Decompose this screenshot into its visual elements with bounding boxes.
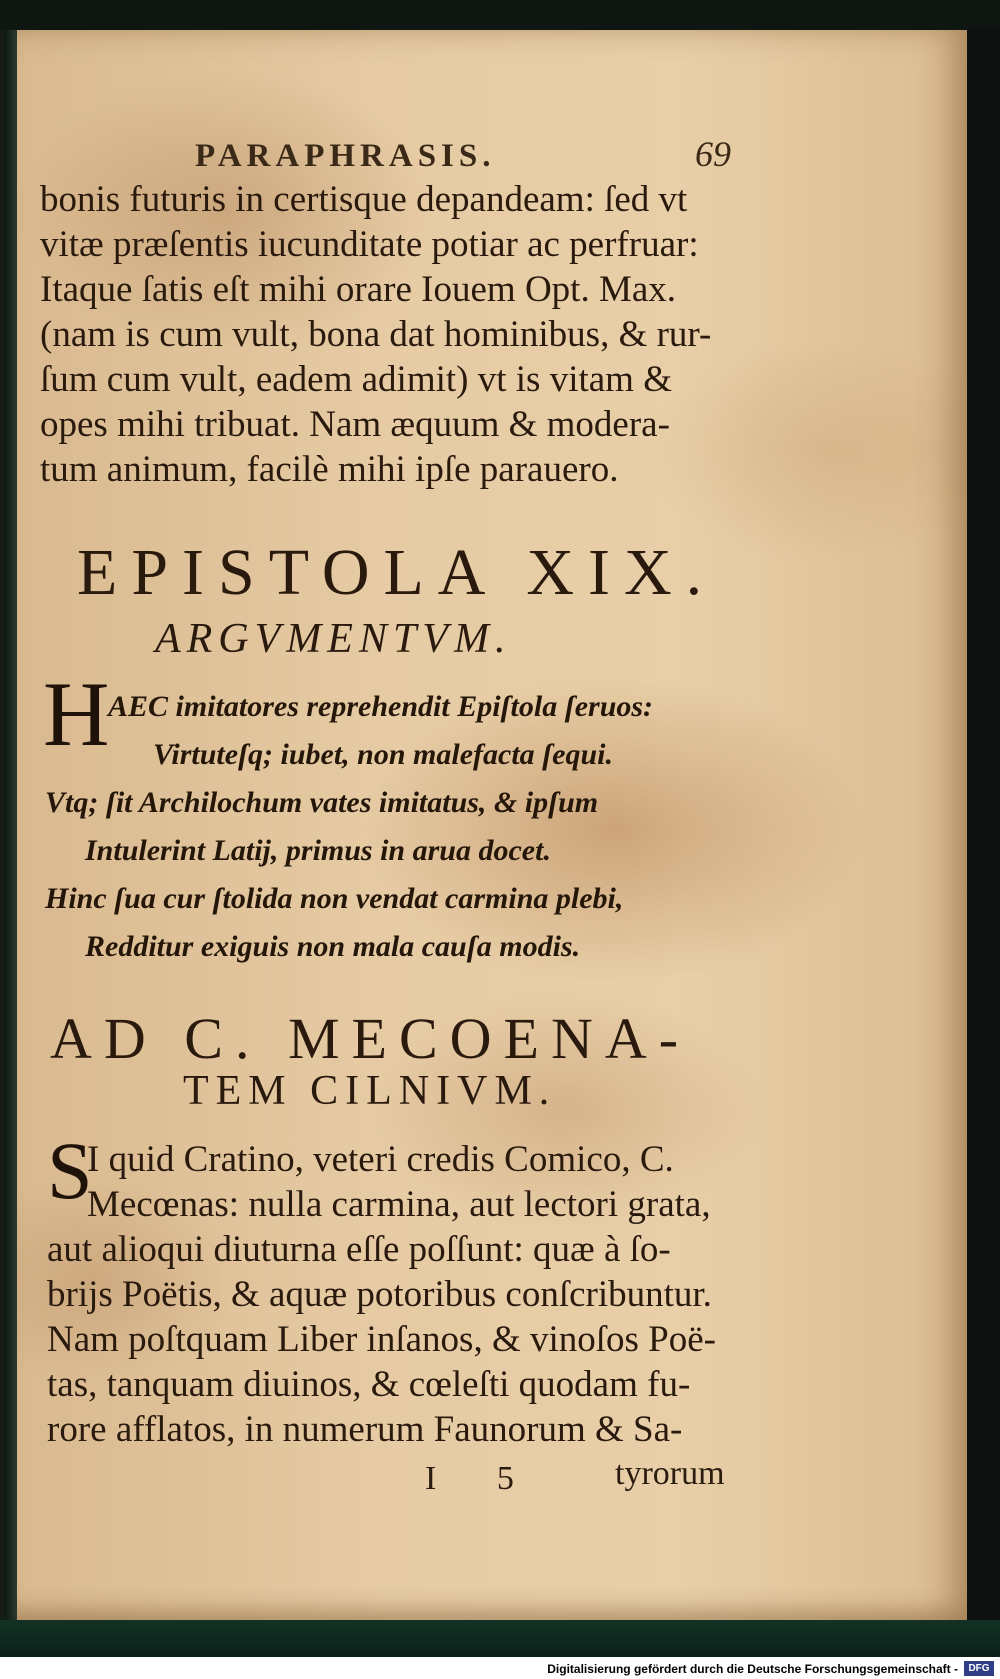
verse-line: AEC imitatores reprehendit Epiſtola ſeruos:: [108, 690, 654, 723]
body-drop-cap: S: [47, 1125, 93, 1216]
text-line: brijs Poëtis, & aquæ potoribus conſcribuntur.: [47, 1274, 712, 1315]
text-line: vitæ præſentis iucunditate potiar ac perfruar:: [40, 224, 699, 265]
book-spine-edge: [5, 30, 17, 1620]
verse-line: Intulerint Latij, primus in arua docet.: [85, 834, 551, 867]
scan-top-border: [0, 0, 1000, 30]
text-line: tum animum, facilè mihi ipſe parauero.: [40, 449, 619, 490]
text-line: (nam is cum vult, bona dat hominibus, & rur-: [40, 314, 712, 355]
text-line: Mecœnas: nulla carmina, aut lectori grata,: [87, 1184, 711, 1225]
text-line: I quid Cratino, veteri credis Comico, C.: [87, 1139, 674, 1180]
address-heading-line1: AD C. MECOENA-: [50, 1006, 691, 1071]
argumentum-heading: ARGVMENTVM.: [155, 616, 512, 662]
footer-bar: [0, 1657, 1000, 1679]
footer-credit: Digitalisierung gefördert durch die Deutsche Forschungsgemeinschaft -: [547, 1662, 958, 1676]
text-line: ſum cum vult, eadem adimit) vt is vitam &: [40, 359, 672, 400]
catchword: tyrorum: [615, 1455, 725, 1492]
text-line: Itaque ſatis eſt mihi orare Iouem Opt. Max.: [40, 269, 677, 310]
text-line: aut alioqui diuturna eſſe poſſunt: quæ à ſo-: [47, 1229, 671, 1270]
verse-drop-cap: H: [43, 663, 110, 765]
verse-line: Virtuteſq; iubet, non malefacta ſequi.: [153, 738, 614, 771]
epistola-heading: EPISTOLA XIX.: [77, 536, 717, 609]
page-number: 69: [695, 134, 731, 174]
text-line: tas, tanquam diuinos, & cœleſti quodam fu-: [47, 1364, 691, 1405]
book-cover-edge: [0, 1620, 1000, 1657]
scan-right-border: [967, 30, 1000, 1657]
address-heading-line2: TEM CILNIVM.: [183, 1068, 557, 1114]
text-line: opes mihi tribuat. Nam æquum & modera-: [40, 404, 670, 445]
text-line: Nam poſtquam Liber inſanos, & vinoſos Poë-: [47, 1319, 716, 1360]
verse-line: Vtq; ſit Archilochum vates imitatus, & ipſum: [45, 786, 599, 819]
book-page: [5, 30, 967, 1620]
text-line: bonis futuris in certisque depandeam: ſed vt: [40, 179, 688, 220]
verse-line: Redditur exiguis non mala cauſa modis.: [85, 930, 581, 963]
running-head: PARAPHRASIS.: [195, 138, 496, 174]
verse-line: Hinc ſua cur ſtolida non vendat carmina plebi,: [45, 882, 624, 915]
signature-mark: I 5: [425, 1460, 540, 1497]
dfg-logo: DFG: [964, 1661, 994, 1676]
text-line: rore afflatos, in numerum Faunorum & Sa-: [47, 1409, 683, 1450]
